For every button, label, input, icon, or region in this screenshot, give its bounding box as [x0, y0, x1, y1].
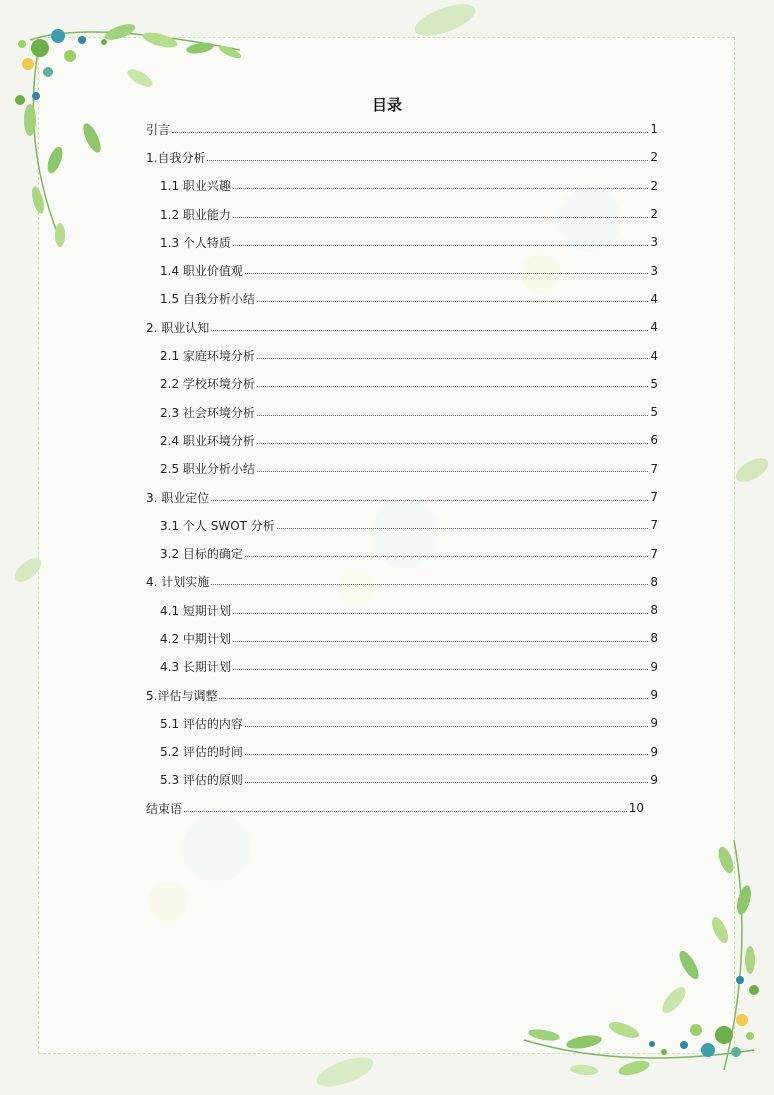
- toc-entry-page-number: 9: [650, 659, 658, 674]
- toc-entry-label: 3.1 个人 SWOT 分析: [160, 518, 275, 533]
- toc-entry[interactable]: [146, 256, 658, 284]
- toc-entry-page-number: 7: [650, 490, 658, 504]
- toc-entry[interactable]: [146, 341, 658, 369]
- toc-dot-leader: [257, 414, 648, 416]
- toc-entry-label: 引言: [146, 122, 171, 137]
- toc-entry-page-number: 2: [650, 207, 658, 222]
- toc-entry-label: 1.2 职业能力: [160, 207, 231, 222]
- toc-dot-leader: [211, 329, 648, 331]
- toc-entry-label: 2.1 家庭环境分析: [160, 349, 255, 364]
- toc-entry-label: 4.1 短期计划: [160, 603, 231, 618]
- toc-entry-page-number: 3: [650, 235, 658, 250]
- toc-entry-label: 5.1 评估的内容: [160, 716, 243, 731]
- toc-entry-page-number: 8: [650, 603, 658, 618]
- toc-entry-label: 1.4 职业价值观: [160, 264, 243, 279]
- toc-dot-leader: [233, 668, 648, 670]
- toc-entry-label: 5.2 评估的时间: [160, 745, 243, 760]
- toc-dot-leader: [211, 583, 648, 585]
- toc-entry-page-number: 1: [650, 122, 658, 137]
- toc-dot-leader: [245, 725, 648, 727]
- toc-entry[interactable]: [146, 511, 658, 539]
- toc-dot-leader: [245, 555, 648, 557]
- toc-entry-page-number: 6: [650, 433, 658, 448]
- toc-entry-label: 2. 职业认知: [146, 320, 210, 335]
- toc-entry[interactable]: [146, 200, 658, 228]
- toc-dot-leader: [257, 470, 648, 472]
- toc-dot-leader: [207, 159, 648, 161]
- toc-entry-page-number: 9: [650, 744, 658, 759]
- toc-entry[interactable]: [146, 313, 658, 341]
- toc-entry-label: 4.2 中期计划: [160, 631, 231, 646]
- toc-entry-page-number: 4: [650, 291, 658, 306]
- toc-dot-leader: [233, 216, 648, 218]
- toc-entry[interactable]: [146, 455, 658, 483]
- toc-entry[interactable]: [146, 681, 658, 709]
- toc-dot-leader: [245, 753, 648, 755]
- toc-entry-label: 4. 计划实施: [146, 575, 210, 590]
- toc-entry[interactable]: [146, 426, 658, 454]
- toc-entry[interactable]: [146, 285, 658, 313]
- toc-entry[interactable]: [146, 398, 658, 426]
- toc-entry-label: 1.5 自我分析小结: [160, 292, 255, 307]
- toc-entry-page-number: 9: [650, 688, 658, 703]
- toc-dot-leader: [245, 781, 648, 783]
- toc-entry[interactable]: [146, 143, 658, 171]
- toc-entry-page-number: 8: [650, 631, 658, 646]
- toc-entry[interactable]: [146, 596, 658, 624]
- toc-entry[interactable]: [146, 766, 658, 794]
- toc-dot-leader: [257, 357, 648, 359]
- toc-entry-page-number: 2: [650, 178, 658, 193]
- toc-entry-page-number: 7: [650, 461, 658, 476]
- toc-dot-leader: [257, 385, 648, 387]
- toc-dot-leader: [172, 131, 648, 133]
- toc-entry-page-number: 4: [650, 320, 658, 335]
- toc-entry-label: 2.3 社会环境分析: [160, 405, 255, 420]
- toc-entry-page-number: 7: [650, 518, 658, 533]
- toc-entry-label: 1.1 职业兴趣: [160, 179, 231, 194]
- toc-entry-page-number: 9: [650, 772, 658, 787]
- toc-entry[interactable]: [146, 653, 658, 681]
- toc-dot-leader: [233, 612, 648, 614]
- toc-dot-leader: [233, 640, 648, 642]
- toc-entry[interactable]: [146, 568, 658, 596]
- toc-entry-page-number: 5: [650, 376, 658, 391]
- toc-entry[interactable]: [146, 709, 658, 737]
- toc-dot-leader: [219, 697, 648, 699]
- toc-entry-page-number: 4: [650, 348, 658, 363]
- toc-entry[interactable]: [146, 115, 658, 143]
- toc-entry-page-number: 8: [650, 574, 658, 589]
- toc-entry[interactable]: [146, 624, 658, 652]
- toc-entry-label: 2.5 职业分析小结: [160, 462, 255, 477]
- toc-entry-label: 3.2 目标的确定: [160, 547, 243, 562]
- toc-entry-label: 1.3 个人特质: [160, 235, 231, 250]
- toc-entry[interactable]: [146, 483, 658, 511]
- toc-entry[interactable]: [146, 738, 658, 766]
- toc-dot-leader: [277, 527, 648, 529]
- toc-dot-leader: [257, 300, 648, 302]
- toc-entry[interactable]: [146, 172, 658, 200]
- toc-entry-page-number: 9: [650, 716, 658, 731]
- toc-dot-leader: [184, 810, 627, 812]
- toc-entry[interactable]: [146, 539, 658, 567]
- toc-title: 目录: [371, 96, 402, 114]
- toc-entry-label: 4.3 长期计划: [160, 660, 231, 675]
- toc-entry[interactable]: [146, 228, 658, 256]
- toc-dot-leader: [211, 499, 648, 501]
- toc-entry-label: 5.评估与调整: [146, 688, 218, 703]
- toc-entry-page-number: 3: [650, 263, 658, 278]
- toc-dot-leader: [245, 272, 648, 274]
- toc-entry-page-number: 10: [628, 801, 644, 816]
- toc-entry-page-number: 2: [650, 150, 658, 165]
- toc-entry-label: 2.4 职业环境分析: [160, 433, 255, 448]
- toc-entry[interactable]: [146, 370, 658, 398]
- toc-dot-leader: [233, 187, 648, 189]
- toc-entry-label: 2.2 学校环境分析: [160, 377, 255, 392]
- toc-entry-label: 结束语: [146, 801, 183, 816]
- toc-entry-label: 5.3 评估的原则: [160, 773, 243, 788]
- toc-entry-label: 1.自我分析: [146, 150, 206, 165]
- toc-entry[interactable]: [146, 794, 658, 822]
- table-of-contents: [146, 115, 658, 822]
- toc-dot-leader: [257, 442, 648, 444]
- toc-entry-page-number: 5: [650, 405, 658, 420]
- toc-dot-leader: [233, 244, 648, 246]
- toc-entry-label: 3. 职业定位: [146, 490, 210, 505]
- toc-entry-page-number: 7: [650, 546, 658, 561]
